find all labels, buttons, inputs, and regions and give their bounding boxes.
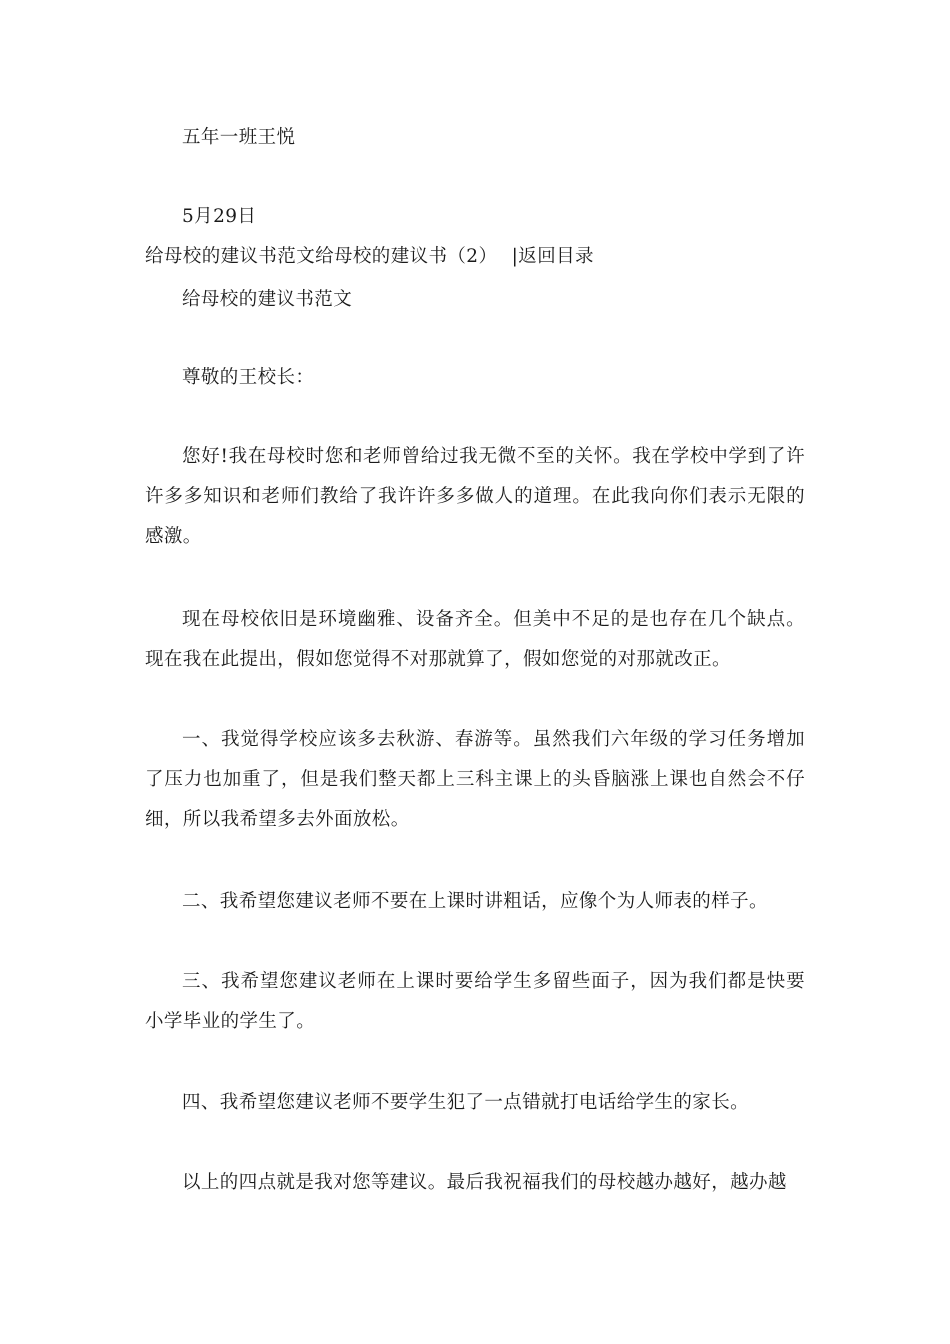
date: 5月29日 [182, 206, 257, 227]
letter-title: 给母校的建议书范文 [182, 289, 353, 310]
section-title: 给母校的建议书范文给母校的建议书（2） [145, 246, 498, 267]
paragraph-point-2: 二、我希望您建议老师不要在上课时讲粗话，应像个为人师表的样子。 [182, 891, 768, 912]
signature: 五年一班王悦 [182, 127, 296, 148]
paragraph-intro: 现在母校依旧是环境幽雅、设备齐全。但美中不足的是也存在几个缺点。现在我在此提出，假如您觉得不对那就算了，假如您觉的对那就改正。 [145, 609, 805, 670]
paragraph-point-4: 四、我希望您建议老师不要学生犯了一点错就打电话给学生的家长。 [182, 1092, 750, 1113]
section-header [145, 237, 805, 277]
paragraph-point-1: 一、我觉得学校应该多去秋游、春游等。虽然我们六年级的学习任务增加了压力也加重了，但是我们整天都上三科主课上的头昏脑涨上课也自然会不仔细，所以我希望多去外面放松。 [145, 729, 805, 830]
salutation: 尊敬的王校长： [182, 367, 315, 388]
paragraph-conclusion: 以上的四点就是我对您等建议。最后我祝福我们的母校越办越好，越办越 [182, 1172, 787, 1193]
back-to-toc-link[interactable]: 返回目录 [518, 246, 594, 267]
paragraph-greeting: 您好!我在母校时您和老师曾给过我无微不至的关怀。我在学校中学到了许许多多知识和老师们教给了我许许多多做人的道理。在此我向你们表示无限的感激。 [145, 446, 805, 547]
paragraph-point-3: 三、我希望您建议老师在上课时要给学生多留些面子，因为我们都是快要小学毕业的学生了。 [145, 971, 805, 1032]
separator: | [511, 246, 519, 267]
